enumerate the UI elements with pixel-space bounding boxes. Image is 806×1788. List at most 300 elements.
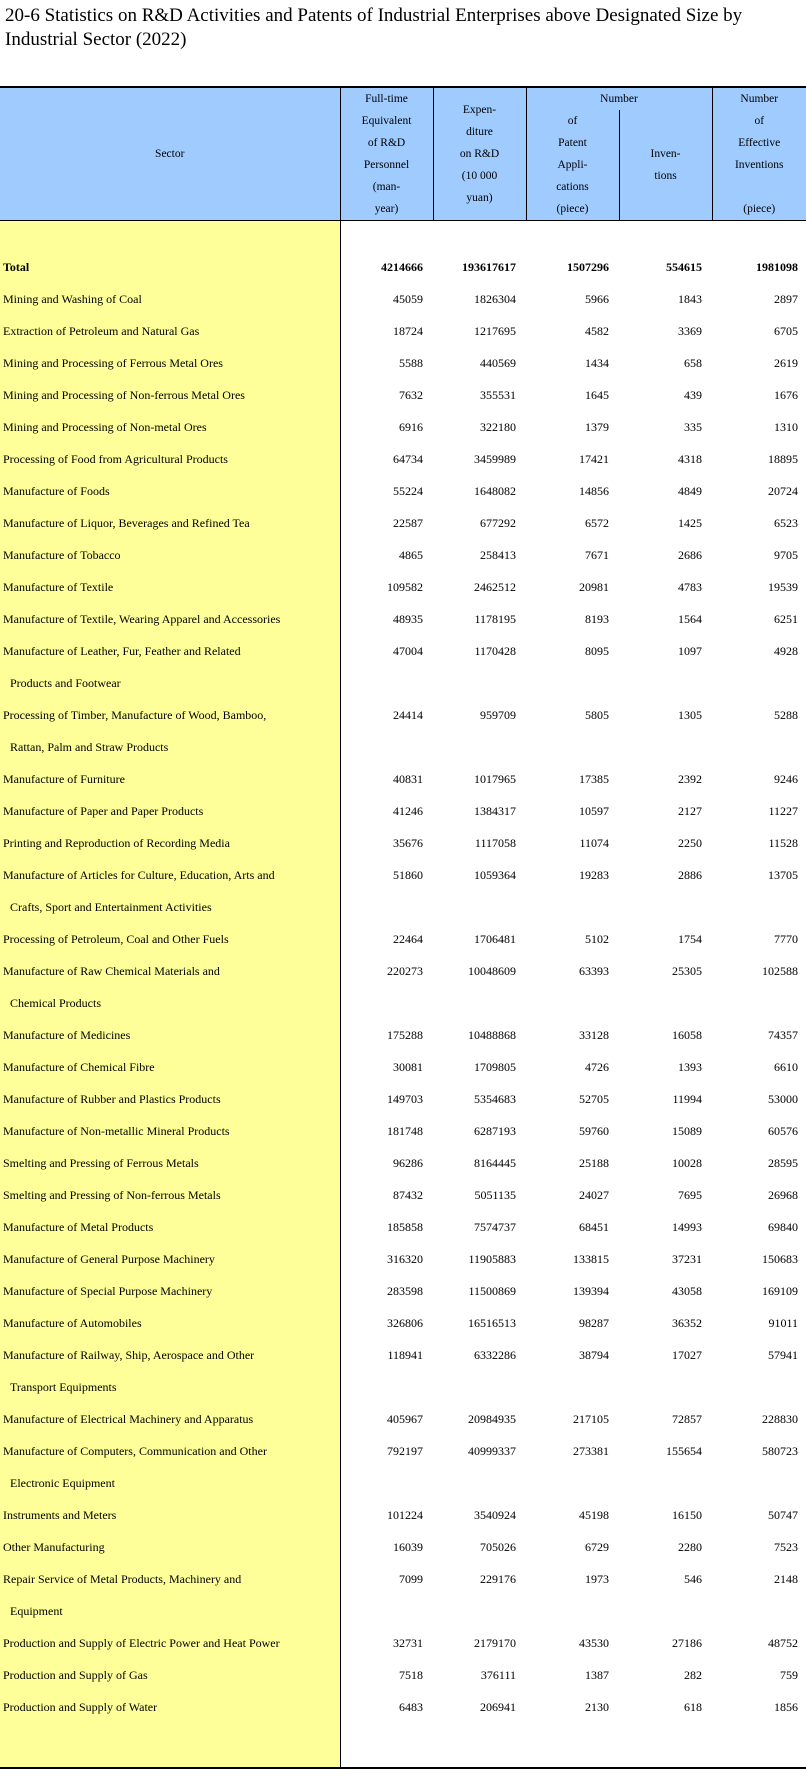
sector-name: Manufacture of Articles for Culture, Education, Arts and — [0, 859, 340, 891]
table-row — [0, 571, 806, 603]
sector-name-continuation: Transport Equipments — [0, 1371, 340, 1403]
expenditure-value: 677292 — [480, 516, 516, 530]
effective-inventions-value: 57941 — [768, 1348, 798, 1362]
empty-cell — [712, 1371, 806, 1403]
table-row-continuation — [0, 891, 806, 923]
expenditure-value: 2462512 — [474, 580, 516, 594]
sector-name: Manufacture of Textile — [0, 571, 340, 603]
patent-applications-value: 11074 — [579, 836, 609, 850]
expenditure-value: 440569 — [480, 356, 516, 370]
effective-inventions-value: 6610 — [774, 1060, 798, 1074]
sector-name: Processing of Food from Agricultural Products — [0, 443, 340, 475]
table-row — [0, 1275, 806, 1307]
sector-name: Manufacture of Electrical Machinery and Apparatus — [0, 1403, 340, 1435]
empty-cell — [526, 1467, 619, 1499]
sector-name-continuation: Electronic Equipment — [0, 1467, 340, 1499]
table-row — [0, 539, 806, 571]
table-row — [0, 859, 806, 891]
spacer-cell — [619, 221, 712, 252]
table-row — [0, 635, 806, 667]
effective-inventions-value: 5288 — [774, 708, 798, 722]
sector-name: Instruments and Meters — [0, 1499, 340, 1531]
effective-inventions-value: 74357 — [768, 1028, 798, 1042]
sector-name: Printing and Reproduction of Recording Media — [0, 827, 340, 859]
fte-value: 51860 — [393, 868, 423, 882]
empty-cell — [526, 1371, 619, 1403]
empty-cell — [712, 1467, 806, 1499]
sector-name: Processing of Timber, Manufacture of Wood, Bamboo, — [0, 699, 340, 731]
empty-cell — [433, 891, 526, 923]
sector-name: Production and Supply of Gas — [0, 1659, 340, 1691]
patent-applications-value: 20981 — [579, 580, 609, 594]
effective-inventions-value: 4928 — [774, 644, 798, 658]
empty-cell — [340, 1467, 433, 1499]
fte-value: 792197 — [387, 1444, 423, 1458]
empty-cell — [340, 987, 433, 1019]
fte-value: 48935 — [393, 612, 423, 626]
expenditure-value: 193617617 — [462, 260, 516, 274]
patent-applications-value: 43530 — [579, 1636, 609, 1650]
table-row — [0, 347, 806, 379]
inventions-value: 439 — [684, 388, 702, 402]
patent-applications-value: 7671 — [585, 548, 609, 562]
patent-applications-value: 4726 — [585, 1060, 609, 1074]
patent-applications-value: 217105 — [573, 1412, 609, 1426]
empty-cell — [340, 1595, 433, 1627]
spacer-cell — [340, 221, 433, 252]
spacer-cell — [526, 221, 619, 252]
inventions-value: 658 — [684, 356, 702, 370]
header-expenditure: Expen- diture on R&D (10 000 yuan) — [433, 87, 526, 221]
bottom-cell — [712, 1723, 806, 1768]
effective-inventions-value: 228830 — [762, 1412, 798, 1426]
sector-name: Repair Service of Metal Products, Machinery and — [0, 1563, 340, 1595]
table-row — [0, 1499, 806, 1531]
fte-value: 405967 — [387, 1412, 423, 1426]
expenditure-value: 40999337 — [468, 1444, 516, 1458]
inventions-value: 2686 — [678, 548, 702, 562]
empty-cell — [433, 667, 526, 699]
table-row — [0, 1339, 806, 1371]
empty-cell — [712, 667, 806, 699]
patent-applications-value: 8095 — [585, 644, 609, 658]
fte-value: 109582 — [387, 580, 423, 594]
sector-name: Manufacture of Rubber and Plastics Products — [0, 1083, 340, 1115]
patent-applications-value: 19283 — [579, 868, 609, 882]
empty-cell — [526, 891, 619, 923]
inventions-value: 14993 — [672, 1220, 702, 1234]
patent-applications-value: 68451 — [579, 1220, 609, 1234]
table-row — [0, 379, 806, 411]
sector-name: Manufacture of Automobiles — [0, 1307, 340, 1339]
sector-name: Manufacture of Metal Products — [0, 1211, 340, 1243]
inventions-value: 4318 — [678, 452, 702, 466]
patent-applications-value: 5805 — [585, 708, 609, 722]
effective-inventions-value: 11227 — [768, 804, 798, 818]
expenditure-value: 376111 — [480, 1668, 516, 1682]
table-row — [0, 1307, 806, 1339]
table-row — [0, 507, 806, 539]
fte-value: 326806 — [387, 1316, 423, 1330]
empty-cell — [340, 1371, 433, 1403]
sector-name: Manufacture of Medicines — [0, 1019, 340, 1051]
table-row — [0, 1435, 806, 1467]
header-patent-applications: of Patent Appli- cations (piece) — [526, 110, 619, 221]
inventions-value: 554615 — [666, 260, 702, 274]
patent-applications-value: 8193 — [585, 612, 609, 626]
table-row — [0, 1627, 806, 1659]
fte-value: 30081 — [393, 1060, 423, 1074]
sector-name: Processing of Petroleum, Coal and Other Fuels — [0, 923, 340, 955]
bottom-cell — [340, 1723, 433, 1768]
patent-applications-value: 133815 — [573, 1252, 609, 1266]
fte-value: 32731 — [393, 1636, 423, 1650]
header-patent-group: Number — [526, 87, 712, 110]
inventions-value: 27186 — [672, 1636, 702, 1650]
expenditure-value: 5051135 — [474, 1188, 516, 1202]
patent-applications-value: 273381 — [573, 1444, 609, 1458]
effective-inventions-value: 53000 — [768, 1092, 798, 1106]
table-row — [0, 763, 806, 795]
sector-name: Extraction of Petroleum and Natural Gas — [0, 315, 340, 347]
effective-inventions-value: 50747 — [768, 1508, 798, 1522]
expenditure-value: 206941 — [480, 1700, 516, 1714]
effective-inventions-value: 20724 — [768, 484, 798, 498]
inventions-value: 4783 — [678, 580, 702, 594]
table-row-continuation — [0, 731, 806, 763]
empty-cell — [526, 1595, 619, 1627]
expenditure-value: 7574737 — [474, 1220, 516, 1234]
inventions-value: 546 — [684, 1572, 702, 1586]
inventions-value: 1393 — [678, 1060, 702, 1074]
sector-name: Manufacture of Railway, Ship, Aerospace and Other — [0, 1339, 340, 1371]
bottom-cell — [619, 1723, 712, 1768]
table-row-continuation — [0, 667, 806, 699]
bottom-cell — [526, 1723, 619, 1768]
effective-inventions-value: 7523 — [774, 1540, 798, 1554]
expenditure-value: 1117058 — [474, 836, 516, 850]
inventions-value: 2127 — [678, 804, 702, 818]
effective-inventions-value: 6523 — [774, 516, 798, 530]
patent-applications-value: 10597 — [579, 804, 609, 818]
fte-value: 16039 — [393, 1540, 423, 1554]
effective-inventions-value: 6705 — [774, 324, 798, 338]
sector-name: Manufacture of General Purpose Machinery — [0, 1243, 340, 1275]
effective-inventions-value: 2897 — [774, 292, 798, 306]
effective-inventions-value: 102588 — [762, 964, 798, 978]
sector-name: Smelting and Pressing of Ferrous Metals — [0, 1147, 340, 1179]
spacer-cell — [712, 221, 806, 252]
table-row — [0, 955, 806, 987]
patent-applications-value: 5102 — [585, 932, 609, 946]
effective-inventions-value: 1981098 — [756, 260, 798, 274]
effective-inventions-value: 28595 — [768, 1156, 798, 1170]
inventions-value: 2280 — [678, 1540, 702, 1554]
patent-applications-value: 1507296 — [567, 260, 609, 274]
inventions-value: 7695 — [678, 1188, 702, 1202]
empty-cell — [433, 987, 526, 1019]
patent-applications-value: 2130 — [585, 1700, 609, 1714]
bottom-cell — [433, 1723, 526, 1768]
fte-value: 55224 — [393, 484, 423, 498]
fte-value: 118941 — [387, 1348, 423, 1362]
inventions-value: 282 — [684, 1668, 702, 1682]
fte-value: 175288 — [387, 1028, 423, 1042]
expenditure-value: 355531 — [480, 388, 516, 402]
inventions-value: 618 — [684, 1700, 702, 1714]
expenditure-value: 258413 — [480, 548, 516, 562]
fte-value: 87432 — [393, 1188, 423, 1202]
inventions-value: 1564 — [678, 612, 702, 626]
expenditure-value: 1017965 — [474, 772, 516, 786]
expenditure-value: 1648082 — [474, 484, 516, 498]
table-row — [0, 1019, 806, 1051]
patent-applications-value: 1387 — [585, 1668, 609, 1682]
inventions-value: 1843 — [678, 292, 702, 306]
fte-value: 220273 — [387, 964, 423, 978]
inventions-value: 17027 — [672, 1348, 702, 1362]
sector-name: Manufacture of Computers, Communication and Other — [0, 1435, 340, 1467]
table-row-continuation — [0, 987, 806, 1019]
effective-inventions-value: 11528 — [768, 836, 798, 850]
fte-value: 47004 — [393, 644, 423, 658]
sector-name: Other Manufacturing — [0, 1531, 340, 1563]
fte-value: 18724 — [393, 324, 423, 338]
bottom-cell — [0, 1723, 340, 1768]
expenditure-value: 229176 — [480, 1572, 516, 1586]
patent-applications-value: 6572 — [585, 516, 609, 530]
sector-name: Mining and Processing of Non-ferrous Metal Ores — [0, 379, 340, 411]
header-inventions: Inven- tions — [619, 110, 712, 221]
patent-applications-value: 1973 — [585, 1572, 609, 1586]
fte-value: 283598 — [387, 1284, 423, 1298]
sector-name: Manufacture of Paper and Paper Products — [0, 795, 340, 827]
expenditure-value: 1217695 — [474, 324, 516, 338]
inventions-value: 4849 — [678, 484, 702, 498]
spacer-cell — [433, 221, 526, 252]
effective-inventions-value: 26968 — [768, 1188, 798, 1202]
inventions-value: 1305 — [678, 708, 702, 722]
fte-value: 4865 — [399, 548, 423, 562]
effective-inventions-value: 150683 — [762, 1252, 798, 1266]
expenditure-value: 11905883 — [468, 1252, 516, 1266]
empty-cell — [619, 1371, 712, 1403]
expenditure-value: 1170428 — [474, 644, 516, 658]
fte-value: 6916 — [399, 420, 423, 434]
header-effective-inventions: Number of Effective Inventions (piece) — [712, 87, 806, 221]
sector-name: Manufacture of Textile, Wearing Apparel and Accessories — [0, 603, 340, 635]
effective-inventions-value: 1676 — [774, 388, 798, 402]
effective-inventions-value: 13705 — [768, 868, 798, 882]
patent-applications-value: 17385 — [579, 772, 609, 786]
sector-name: Manufacture of Non-metallic Mineral Products — [0, 1115, 340, 1147]
fte-value: 35676 — [393, 836, 423, 850]
table-row — [0, 795, 806, 827]
empty-cell — [712, 891, 806, 923]
empty-cell — [619, 1595, 712, 1627]
table-row — [0, 1243, 806, 1275]
sector-name-continuation: Chemical Products — [0, 987, 340, 1019]
expenditure-value: 16516513 — [468, 1316, 516, 1330]
inventions-value: 2250 — [678, 836, 702, 850]
effective-inventions-value: 91011 — [768, 1316, 798, 1330]
table-row-continuation — [0, 1371, 806, 1403]
sector-name: Manufacture of Special Purpose Machinery — [0, 1275, 340, 1307]
empty-cell — [712, 987, 806, 1019]
fte-value: 185858 — [387, 1220, 423, 1234]
empty-cell — [340, 667, 433, 699]
expenditure-value: 3459989 — [474, 452, 516, 466]
empty-cell — [712, 1595, 806, 1627]
table-row — [0, 827, 806, 859]
fte-value: 22464 — [393, 932, 423, 946]
expenditure-value: 322180 — [480, 420, 516, 434]
empty-cell — [619, 987, 712, 1019]
inventions-value: 1425 — [678, 516, 702, 530]
fte-value: 24414 — [393, 708, 423, 722]
expenditure-value: 959709 — [480, 708, 516, 722]
fte-value: 7518 — [399, 1668, 423, 1682]
sector-name-continuation: Equipment — [0, 1595, 340, 1627]
expenditure-value: 11500869 — [468, 1284, 516, 1298]
patent-applications-value: 17421 — [579, 452, 609, 466]
fte-value: 41246 — [393, 804, 423, 818]
fte-value: 149703 — [387, 1092, 423, 1106]
table-row — [0, 1211, 806, 1243]
bottom-row — [0, 1723, 806, 1768]
table-row — [0, 1083, 806, 1115]
table-row — [0, 1179, 806, 1211]
patent-applications-value: 38794 — [579, 1348, 609, 1362]
table-row — [0, 443, 806, 475]
inventions-value: 15089 — [672, 1124, 702, 1138]
effective-inventions-value: 580723 — [762, 1444, 798, 1458]
table-row — [0, 1147, 806, 1179]
expenditure-value: 1826304 — [474, 292, 516, 306]
sector-name: Mining and Processing of Non-metal Ores — [0, 411, 340, 443]
patent-applications-value: 52705 — [579, 1092, 609, 1106]
inventions-value: 155654 — [666, 1444, 702, 1458]
inventions-value: 72857 — [672, 1412, 702, 1426]
effective-inventions-value: 6251 — [774, 612, 798, 626]
header-fte: Full-time Equivalent of R&D Personnel (man- year) — [340, 87, 433, 221]
patent-applications-value: 1645 — [585, 388, 609, 402]
sector-name: Mining and Processing of Ferrous Metal Ores — [0, 347, 340, 379]
table-row — [0, 475, 806, 507]
fte-value: 7632 — [399, 388, 423, 402]
header-sector: Sector — [0, 87, 340, 221]
table-row — [0, 699, 806, 731]
empty-cell — [433, 1595, 526, 1627]
expenditure-value: 1059364 — [474, 868, 516, 882]
patent-applications-value: 1434 — [585, 356, 609, 370]
patent-applications-value: 33128 — [579, 1028, 609, 1042]
empty-cell — [526, 987, 619, 1019]
table-body — [0, 221, 806, 1769]
expenditure-value: 8164445 — [474, 1156, 516, 1170]
sector-name: Manufacture of Furniture — [0, 763, 340, 795]
table-row — [0, 283, 806, 315]
empty-cell — [712, 731, 806, 763]
inventions-value: 43058 — [672, 1284, 702, 1298]
expenditure-value: 705026 — [480, 1540, 516, 1554]
fte-value: 7099 — [399, 1572, 423, 1586]
sector-name: Smelting and Pressing of Non-ferrous Metals — [0, 1179, 340, 1211]
inventions-value: 335 — [684, 420, 702, 434]
expenditure-value: 6332286 — [474, 1348, 516, 1362]
sector-name: Total — [0, 251, 340, 283]
patent-applications-value: 4582 — [585, 324, 609, 338]
fte-value: 45059 — [393, 292, 423, 306]
empty-cell — [619, 891, 712, 923]
patent-applications-value: 14856 — [579, 484, 609, 498]
table-row — [0, 1659, 806, 1691]
sector-name: Production and Supply of Electric Power and Heat Power — [0, 1627, 340, 1659]
empty-cell — [433, 731, 526, 763]
sector-name: Manufacture of Liquor, Beverages and Refined Tea — [0, 507, 340, 539]
expenditure-value: 10488868 — [468, 1028, 516, 1042]
effective-inventions-value: 9246 — [774, 772, 798, 786]
sector-name: Manufacture of Chemical Fibre — [0, 1051, 340, 1083]
inventions-value: 36352 — [672, 1316, 702, 1330]
patent-applications-value: 25188 — [579, 1156, 609, 1170]
effective-inventions-value: 759 — [780, 1668, 798, 1682]
empty-cell — [340, 731, 433, 763]
effective-inventions-value: 9705 — [774, 548, 798, 562]
expenditure-value: 2179170 — [474, 1636, 516, 1650]
table-row — [0, 1051, 806, 1083]
effective-inventions-value: 69840 — [768, 1220, 798, 1234]
sector-name: Mining and Washing of Coal — [0, 283, 340, 315]
empty-cell — [526, 731, 619, 763]
fte-value: 5588 — [399, 356, 423, 370]
inventions-value: 25305 — [672, 964, 702, 978]
fte-value: 64734 — [393, 452, 423, 466]
table-row — [0, 603, 806, 635]
patent-applications-value: 6729 — [585, 1540, 609, 1554]
table-row-continuation — [0, 1467, 806, 1499]
inventions-value: 2886 — [678, 868, 702, 882]
patent-applications-value: 98287 — [579, 1316, 609, 1330]
statistics-table — [0, 86, 806, 1769]
effective-inventions-value: 19539 — [768, 580, 798, 594]
inventions-value: 1754 — [678, 932, 702, 946]
fte-value: 181748 — [387, 1124, 423, 1138]
table-header — [0, 87, 806, 221]
fte-value: 316320 — [387, 1252, 423, 1266]
effective-inventions-value: 2619 — [774, 356, 798, 370]
effective-inventions-value: 60576 — [768, 1124, 798, 1138]
table-row — [0, 1563, 806, 1595]
table-row — [0, 1115, 806, 1147]
inventions-value: 16058 — [672, 1028, 702, 1042]
fte-value: 40831 — [393, 772, 423, 786]
sector-name: Manufacture of Tobacco — [0, 539, 340, 571]
patent-applications-value: 59760 — [579, 1124, 609, 1138]
table-row — [0, 1691, 806, 1723]
effective-inventions-value: 2148 — [774, 1572, 798, 1586]
inventions-value: 1097 — [678, 644, 702, 658]
patent-applications-value: 5966 — [585, 292, 609, 306]
effective-inventions-value: 169109 — [762, 1284, 798, 1298]
effective-inventions-value: 7770 — [774, 932, 798, 946]
effective-inventions-value: 1310 — [774, 420, 798, 434]
empty-cell — [340, 891, 433, 923]
effective-inventions-value: 18895 — [768, 452, 798, 466]
table-row — [0, 923, 806, 955]
patent-applications-value: 139394 — [573, 1284, 609, 1298]
expenditure-value: 6287193 — [474, 1124, 516, 1138]
